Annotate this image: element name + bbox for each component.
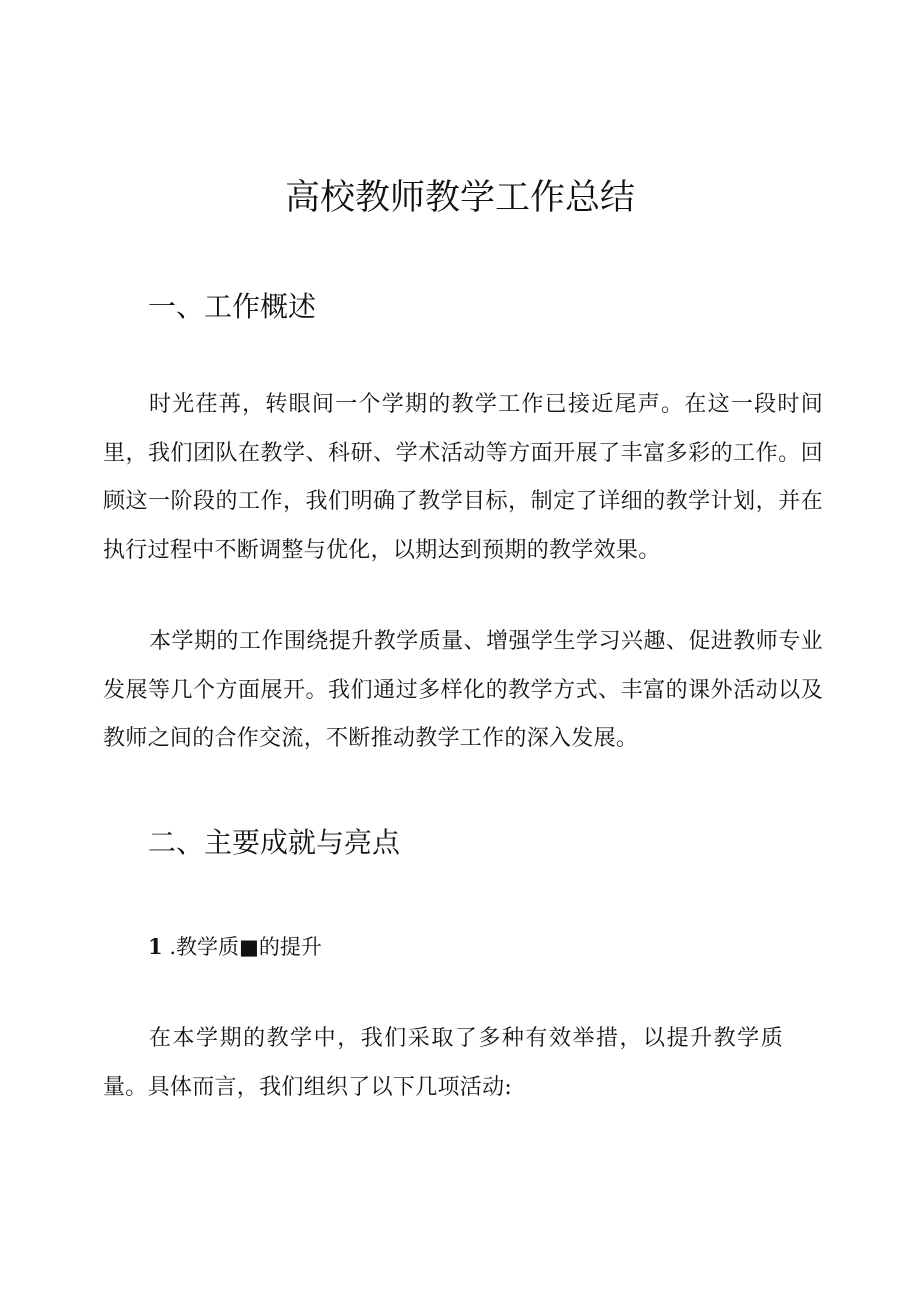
subsection-title: .教学质■的提升 [169, 935, 322, 959]
subsection-heading-teaching-quality [148, 927, 322, 967]
paragraph-overview-2: 本学期的工作围绕提升教学质量、增强学生学习兴趣、促进教师专业发展等几个方面展开。我们通过多样化的教学方式、丰富的课外活动以及教师之间的合作交流，不断推动教学工作的深入发展。 [103, 629, 823, 751]
paragraph-overview-1: 时光荏苒，转眼间一个学期的教学工作已接近尾声。在这一段时间里，我们团队在教学、科研、学术活动等方面开展了丰富多彩的工作。回顾这一阶段的工作，我们明确了教学目标，制定了详细的教学计划，并在执行过程中不断调整与优化，以期达到预期的教学效果。 [103, 392, 823, 563]
subsection-number: 1 [148, 934, 163, 959]
section-heading-overview: 一、工作概述 [148, 290, 317, 323]
document-title: 高校教师教学工作总结 [284, 178, 635, 218]
paragraph-teaching-quality-1: 在本学期的教学中，我们采取了多种有效举措，以提升教学质量。具体而言，我们组织了以下几项活动: [103, 1026, 783, 1100]
section-heading-achievements: 二、主要成就与亮点 [148, 826, 401, 859]
